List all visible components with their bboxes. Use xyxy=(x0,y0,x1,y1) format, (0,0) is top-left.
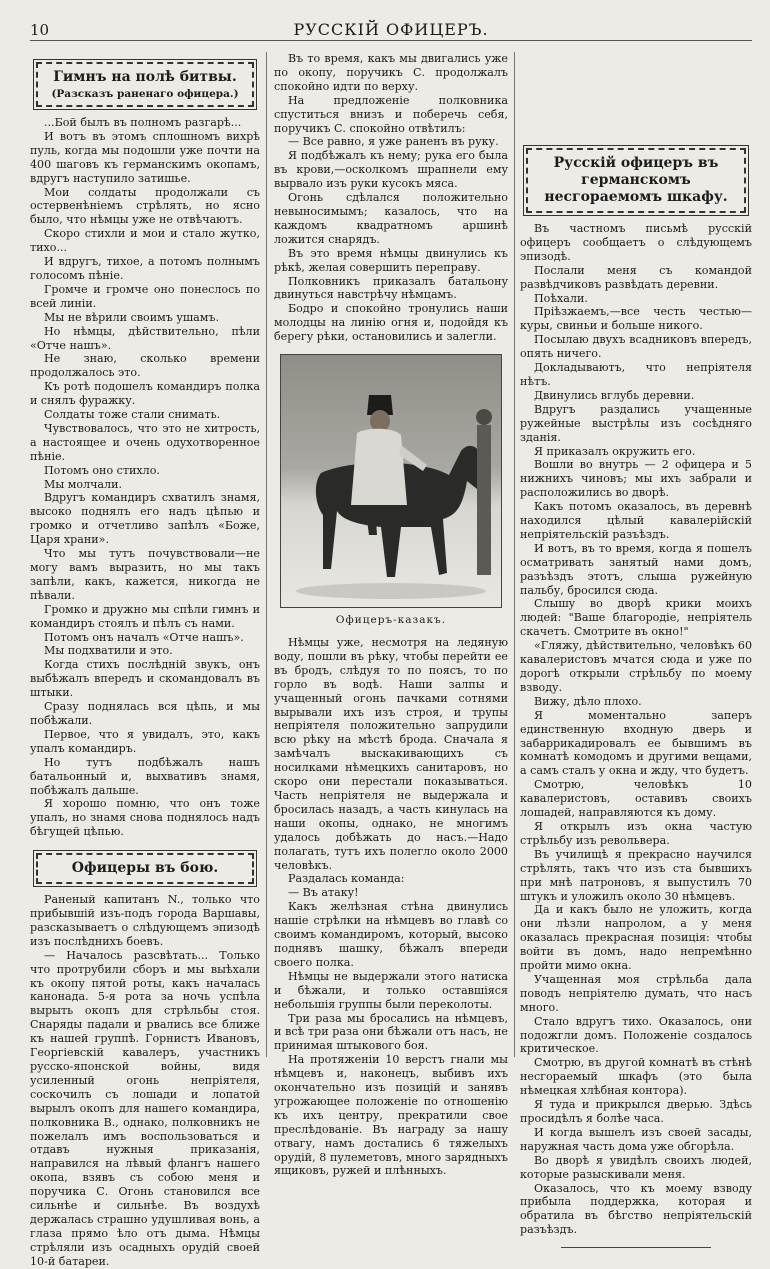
paragraph: Полковникъ приказалъ батальону двинуться навстрѣчу нѣмцамъ. xyxy=(274,274,508,302)
paragraph: И когда вышелъ изъ своей засады, наружная часть дома уже обгорѣла. xyxy=(520,1125,752,1153)
paragraph: — Началось разсвѣтать... Только что протрубили сборъ и мы выѣхали къ окопу пятой роты, какъ началась канонада. 5-я рота за ночь успѣла вырыть окопъ для стрѣльбы стоя. Снаряды падали и рвались все ближе къ нашей группѣ. Горнистъ Ивановъ, Георгіевскій кавалеръ, участникъ русско-японской войны, видя усиленный огонь непріятеля, соскочилъ съ лошади и лопатой вырылъ окопъ для нашего командира, полковника В., однако, полковникъ не пожелалъ имъ воспользоваться и отдавъ нужныя приказанія, направился на лѣвый флангъ нашего окопа, взявъ съ собою меня и поручика С. Огонь становился все сильнѣе и сильнѣе. Въ воздухѣ держалась страшно удушливая вонь, а глаза прямо ѣло отъ дыма. Нѣмцы стрѣляли изъ осадныхъ орудій своей 10-й батареи. xyxy=(30,948,260,1268)
paragraph: На предложеніе полковника спуститься внизъ и поберечь себя, поручикъ С. спокойно отвѣтилъ: xyxy=(274,93,508,135)
page-number: 10 xyxy=(30,21,50,39)
column-rule xyxy=(514,52,515,1057)
paragraph: Вдругъ раздались учащенные ружейные выстрѣлы изъ сосѣдняго зданія. xyxy=(520,402,752,444)
anthem-body xyxy=(30,116,260,839)
column-2 xyxy=(274,52,508,1178)
paragraph: Я моментально заперъ единственную входную дверь и забаррикадировалъ ее бывшимъ въ комнатѣ комодомъ и другими вещами, а самъ сталъ у окна и жду, что будетъ. xyxy=(520,708,752,778)
paragraph: Смотрю, въ другой комнатѣ въ стѣнѣ несгораемый шкафъ (это была нѣмецкая хлѣбная контора). xyxy=(520,1056,752,1098)
paragraph: ...Бой былъ въ полномъ разгарѣ... xyxy=(44,116,242,129)
battle-title: Офицеры въ бою. xyxy=(71,860,219,877)
paragraph: Я подбѣжалъ къ нему; рука его была въ крови,—осколкомъ шрапнели ему вырвало изъ руки кусокъ мяса. xyxy=(274,149,508,191)
paragraph: Мы подхватили и это. xyxy=(44,644,173,658)
paragraph: Да и какъ было не уложить, когда они лѣзли напролом, а у меня оказалась прекрасная позиція: чтобы войти въ домъ, надо непремѣнно пройти мимо окна. xyxy=(520,903,752,973)
paragraph: Раздалась команда: xyxy=(288,872,405,886)
paragraph: Смотрю, человѣкъ 10 кавалеристовъ, оставивъ своихъ лошадей, направляются къ дому. xyxy=(520,778,752,820)
paragraph: Раненый капитанъ N., только что прибывшій изъ-подъ города Варшавы, разсказываетъ о слѣдующемъ эпизодѣ изъ послѣднихъ боевъ. xyxy=(30,893,260,948)
paragraph: Послали меня съ командой развѣдчиковъ развѣдать деревни. xyxy=(520,263,752,291)
paragraph: Не знаю, сколько времени продолжалось это. xyxy=(30,352,260,380)
paragraph: Какъ потомъ оказалось, въ деревнѣ находился цѣлый кавалерійскій непріятельскій разъѣздъ. xyxy=(520,500,752,541)
paragraph: Въ это время нѣмцы двинулись къ рѣкѣ, желая совершить переправу. xyxy=(274,246,508,274)
paragraph: И вотъ въ этомъ сплошномъ вихрѣ пуль, когда мы подошли уже почти на 400 шаговъ къ германскимъ окопамъ, вдругъ наступило затишье. xyxy=(30,129,260,185)
paragraph: Солдаты тоже стали снимать. xyxy=(44,408,221,422)
paragraph: Что мы тутъ почувствовали—не могу вамъ выразить, но мы такъ запѣли, какъ, кажется, никогда не пѣвали. xyxy=(30,547,260,602)
battle-body xyxy=(30,893,260,1268)
paragraph: Слышу во дворѣ крики моихъ людей: "Ваше благородіе, непріятель скачетъ. Смотрите въ окно!" xyxy=(520,597,752,639)
battle-title-box xyxy=(36,853,254,884)
end-rule xyxy=(561,1247,711,1248)
paragraph: И вдругъ, тихое, а потомъ полнымъ голосомъ пѣніе. xyxy=(30,255,260,282)
paragraph: Докладываютъ, что непріятеля нѣтъ. xyxy=(520,361,752,388)
horse-rider-illustration xyxy=(281,355,501,607)
column-1 xyxy=(30,52,260,1268)
paragraph: Я открылъ изъ окна частую стрѣльбу изъ револьвера. xyxy=(520,819,752,847)
paragraph: Я приказалъ окружить его. xyxy=(534,444,696,458)
anthem-title: Гимнъ на полѣ битвы. xyxy=(53,69,237,85)
journal-title: РУССКІЙ ОФИЦЕРЪ. xyxy=(293,20,489,39)
photo-caption: Офицеръ-казакъ. xyxy=(335,614,447,627)
paragraph: Во дворѣ я увидѣлъ своихъ людей, которые разыскивали меня. xyxy=(520,1153,752,1181)
safe-body xyxy=(520,222,752,1237)
paragraph: Поѣхали. xyxy=(534,291,588,305)
battle-body-continued xyxy=(274,52,508,344)
cossack-officer-photo xyxy=(280,354,502,608)
paragraph: Я хорошо помню, что онъ тоже упалъ, но знамя снова поднялось надъ бѣгущей цѣпью. xyxy=(30,797,260,839)
paragraph: Громче и громче оно понеслось по всей линіи. xyxy=(30,282,260,310)
safe-title: Русскій офицеръ въ германскомъ несгораемомъ шкафу. xyxy=(544,155,728,205)
paragraph: Сразу поднялась вся цѣпь, и мы побѣжали. xyxy=(30,700,260,727)
paragraph: Какъ желѣзная стѣна двинулись нашіе стрѣлки на нѣмцевъ во главѣ со своимъ командиромъ, который, высоко поднявъ шашку, бѣжалъ впереди своего полка. xyxy=(274,900,508,969)
paragraph: Нѣмцы уже, несмотря на ледяную воду, пошли въ рѣку, чтобы перейти ее въ бродъ, слѣдуя то по поясъ, то по горло въ водѣ. Наши залпы и учащенный огонь пачками сотнями вырывали ихъ изъ строя, и трупы непріятеля положительно запрудили всю рѣку на мѣстѣ брода. Сначала я замѣчалъ выскакивающихъ съ носилками нѣмецкихъ санитаровъ, но скоро они перестали показываться. Часть непріятеля не выдержала и бросилась назадъ, а часть кинулась на наши окопы, однако, не многимъ удалось добѣжать до насъ.—Надо полагать, тутъ ихъ полегло около 2000 человѣкъ. xyxy=(274,636,508,872)
paragraph: Пріѣзжаемъ,—все честь честью—куры, свиньи и больше никого. xyxy=(520,305,752,333)
paragraph: Двинулись вглубь деревни. xyxy=(534,388,695,402)
anthem-subtitle: (Разсказъ раненаго офицера.) xyxy=(51,88,239,100)
paragraph: «Гляжу, дѣйствительно, человѣкъ 60 кавалеристовъ мчатся сюда и уже по дорогѣ открыли стрѣльбу по моему взводу. xyxy=(520,639,752,694)
paragraph: Къ ротѣ подошелъ командиръ полка и снялъ фуражку. xyxy=(30,380,260,408)
safe-title-box xyxy=(526,148,746,213)
paragraph: Но нѣмцы, дѣйствительно, пѣли «Отче нашъ». xyxy=(30,324,260,352)
paragraph: Вошли во внутрь — 2 офицера и 5 нижнихъ чиновъ; мы ихъ забрали и расположились во дворѣ. xyxy=(520,458,752,500)
paragraph: Потомъ онъ началъ «Отче нашъ». xyxy=(44,630,244,644)
column-3 xyxy=(520,52,752,1237)
paragraph: На протяженіи 10 верстъ гнали мы нѣмцевъ и, наконецъ, выбивъ ихъ окончательно изъ позицій и занявъ угрожающее положеніе по отношенію къ ихъ центру, прекратили свое преслѣдованіе. Въ награду за нашу отвагу, намъ достались 6 тяжелыхъ орудій, 8 пулеметовъ, много зарядныхъ ящиковъ, ружей и плѣнныхъ. xyxy=(274,1053,508,1178)
paragraph: Учащенная моя стрѣльба дала поводъ непріятелю думать, что насъ много. xyxy=(520,972,752,1014)
paragraph: Въ частномъ письмѣ русскій офицеръ сообщаетъ о слѣдующемъ эпизодѣ. xyxy=(520,222,752,263)
column-rule xyxy=(266,52,267,1057)
paragraph: Посылаю двухъ всадниковъ впередъ, опять ничего. xyxy=(520,333,752,361)
paragraph: — Въ атаку! xyxy=(288,886,359,900)
paragraph: Три раза мы бросались на нѣмцевъ, и всѣ три раза они бѣжали отъ насъ, не принимая штыкового боя. xyxy=(274,1011,508,1053)
paragraph: Чувствовалось, что это не хитрость, а настоящее и очень одухотворенное пѣніе. xyxy=(30,421,260,463)
paragraph: Стало вдругъ тихо. Оказалось, они подожгли домъ. Положеніе создалось критическое. xyxy=(520,1014,752,1056)
paragraph: Мои солдаты продолжали съ остервенѣніемъ стрѣлять, но ясно было, что нѣмцы уже не отвѣчаютъ. xyxy=(30,185,260,227)
paragraph: Первое, что я увидалъ, это, какъ упалъ командиръ. xyxy=(30,727,260,755)
paragraph: И вотъ, въ то время, когда я пошелъ осматривать занятый нами домъ, разъѣздъ этотъ, слыша ружейную пальбу, бросился сюда. xyxy=(520,541,752,597)
page-header xyxy=(30,18,752,41)
paragraph: Въ то время, какъ мы двигались уже по окопу, поручикъ С. продолжалъ спокойно идти по верху. xyxy=(274,52,508,93)
paragraph: Скоро стихли и мои и стало жутко, тихо... xyxy=(30,227,260,255)
paragraph: Мы не вѣрили своимъ ушамъ. xyxy=(44,310,220,324)
paragraph: Вижу, дѣло плохо. xyxy=(534,694,642,708)
paragraph: — Все равно, я уже раненъ въ руку. xyxy=(288,135,499,149)
anthem-title-box xyxy=(36,62,254,107)
battle-body-end xyxy=(274,636,508,1178)
paragraph: Огонь сдѣлался положительно невыносимымъ; казалось, что на каждомъ квадратномъ аршинѣ ложится снарядъ. xyxy=(274,191,508,246)
paragraph: Мы молчали. xyxy=(44,477,122,491)
paragraph: Потомъ оно стихло. xyxy=(44,463,160,477)
paragraph: Въ училищѣ я прекрасно научился стрѣлять, такъ что изъ ста бывшихъ при мнѣ патроновъ, я выпустилъ 70 штукъ и уложилъ около 30 нѣмцевъ. xyxy=(520,847,752,903)
paragraph: Громко и дружно мы спѣли гимнъ и командиръ стоялъ и пѣлъ съ нами. xyxy=(30,602,260,630)
paragraph: Нѣмцы не выдержали этого натиска и бѣжали, и только оставшіяся небольшія группы были переколоты. xyxy=(274,969,508,1011)
paragraph: Но тутъ подбѣжалъ нашъ батальонный и, выхвативъ знамя, побѣжалъ дальше. xyxy=(30,755,260,797)
paragraph: Вдругъ командиръ схватилъ знамя, высоко поднялъ его надъ цѣпью и громко и отчетливо запѣлъ «Боже, Царя храни». xyxy=(30,491,260,547)
paragraph: Оказалось, что къ моему взводу прибыла поддержка, которая и обратила въ бѣгство непріятельскій разъѣздъ. xyxy=(520,1181,752,1237)
paragraph: Я туда и прикрылся дверью. Здѣсь просидѣлъ я болѣе часа. xyxy=(520,1098,752,1125)
paragraph: Когда стихъ послѣдній звукъ, онъ выбѣжалъ впередъ и скомандовалъ въ штыки. xyxy=(30,658,260,700)
paragraph: Бодро и спокойно тронулись наши молодцы на линію огня и, подойдя къ берегу рѣки, остановились и залегли. xyxy=(274,302,508,344)
